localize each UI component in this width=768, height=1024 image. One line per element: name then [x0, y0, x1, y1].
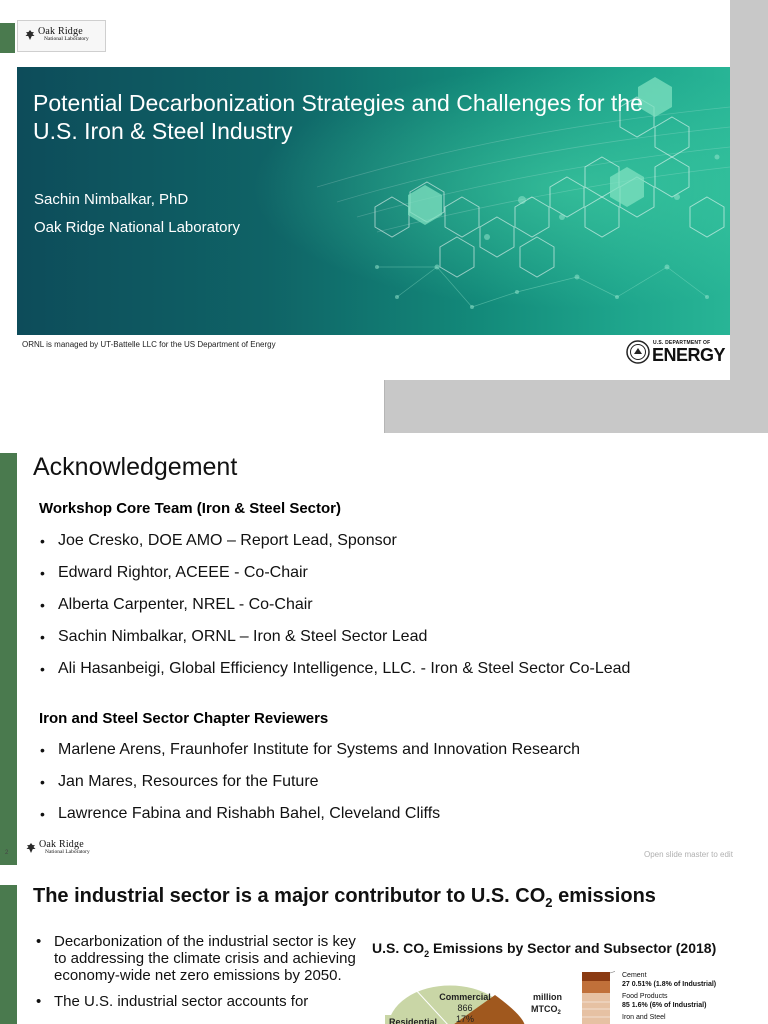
logo-sub: National Laboratory [44, 36, 89, 42]
chart-title-text-end: Emissions by Sector and Subsector (2018) [429, 940, 717, 956]
slide-title: Potential Decarbonization Strategies and Challenges for the U.S. Iron & Steel Industry [33, 90, 643, 144]
list-item: • The U.S. industrial sector accounts for [36, 993, 356, 1010]
legend-label: Cement [622, 972, 647, 979]
unit-label-2 [531, 1004, 562, 1016]
ornl-logo-box [17, 20, 106, 52]
chart-title-subscript: 2 [424, 948, 430, 959]
accent-bar [0, 453, 17, 865]
doe-energy-logo [626, 339, 730, 367]
label-residential: Residential [389, 1017, 438, 1024]
chart-title [372, 940, 716, 959]
list-item: • Sachin Nimbalkar, ORNL – Iron & Steel Sector Lead [40, 628, 630, 660]
legend-food [622, 992, 762, 1010]
legend-detail: 27 0.51% (1.8% of Industrial) [622, 981, 717, 988]
accent-bar [0, 23, 15, 53]
legend-label: Iron and Steel [622, 1014, 666, 1021]
doe-big-text: ENERGY [652, 345, 726, 365]
title-text-end: emissions [552, 885, 656, 907]
subsector-legend [622, 971, 762, 1022]
unit-text: MTCO [531, 1004, 558, 1014]
emissions-slide [0, 885, 768, 1024]
list-item: • Joe Cresko, DOE AMO – Report Lead, Sponsor [40, 532, 630, 564]
connector-line [610, 969, 615, 973]
organization-name: Oak Ridge National Laboratory [34, 219, 240, 236]
logo-name: Oak Ridge [38, 26, 83, 37]
logo-sub: National Laboratory [45, 849, 90, 855]
list-item: • Ali Hasanbeigi, Global Efficiency Intelligence, LLC. - Iron & Steel Sector Co-Lead [40, 660, 630, 692]
title-banner [17, 67, 730, 335]
page-number: 2 [5, 850, 9, 856]
title-subscript: 2 [545, 895, 553, 910]
subsector-bar-light [582, 993, 610, 1024]
list-item: • Decarbonization of the industrial sector is key to addressing the climate crisis and achieving economy-wide net zero emissions by 2050. [36, 933, 356, 984]
legend-label: Food Products [622, 993, 668, 1000]
subsector-bar-mid [582, 981, 610, 993]
emissions-pie-chart [385, 967, 615, 1024]
unit-label-1: million [533, 992, 562, 1002]
list-item: • Marlene Arens, Fraunhofer Institute for Systems and Innovation Research [40, 741, 580, 773]
legend-iron-steel [622, 1013, 762, 1022]
acknowledgement-slide [0, 453, 768, 865]
list-item: • Edward Rightor, ACEEE - Co-Chair [40, 564, 630, 596]
chart-title-text: U.S. CO [372, 940, 425, 956]
ornl-logo [24, 27, 89, 43]
master-edit-hint: Open slide master to edit [644, 850, 733, 859]
slide-title [33, 885, 656, 910]
reviewers-list [40, 741, 580, 837]
legend-detail: 85 1.6% (6% of Industrial) [622, 1002, 707, 1009]
author-name: Sachin Nimbalkar, PhD [34, 191, 189, 208]
doe-seal-icon [626, 340, 650, 364]
list-item: • Jan Mares, Resources for the Future [40, 773, 580, 805]
core-team-list [40, 532, 630, 692]
section-heading: Iron and Steel Sector Chapter Reviewers [39, 710, 329, 727]
legend-cement [622, 971, 762, 989]
label-commercial: Commercial [439, 992, 491, 1002]
accent-bar [0, 885, 17, 1024]
list-item: • Alberta Carpenter, NREL - Co-Chair [40, 596, 630, 628]
oak-leaf-icon [25, 842, 37, 854]
doe-small-text: U.S. DEPARTMENT OF [653, 340, 711, 346]
bullet-list [36, 933, 356, 1019]
list-item: • Lawrence Fabina and Rishabh Bahel, Cleveland Cliffs [40, 805, 580, 837]
ornl-logo [25, 840, 90, 856]
oak-leaf-icon [24, 29, 36, 41]
title-text: The industrial sector is a major contributor to U.S. CO [33, 885, 546, 907]
slide-title: Acknowledgement [33, 453, 238, 481]
section-heading: Workshop Core Team (Iron & Steel Sector) [39, 500, 341, 517]
label-commercial-value: 866 [457, 1003, 473, 1013]
label-commercial-pct: 17% [455, 1014, 475, 1024]
logo-name: Oak Ridge [39, 839, 84, 850]
unit-subscript: 2 [557, 1010, 561, 1016]
management-footer: ORNL is managed by UT-Battelle LLC for the US Department of Energy [22, 340, 276, 349]
subsector-bar-dark [582, 972, 610, 981]
title-slide [0, 0, 768, 433]
